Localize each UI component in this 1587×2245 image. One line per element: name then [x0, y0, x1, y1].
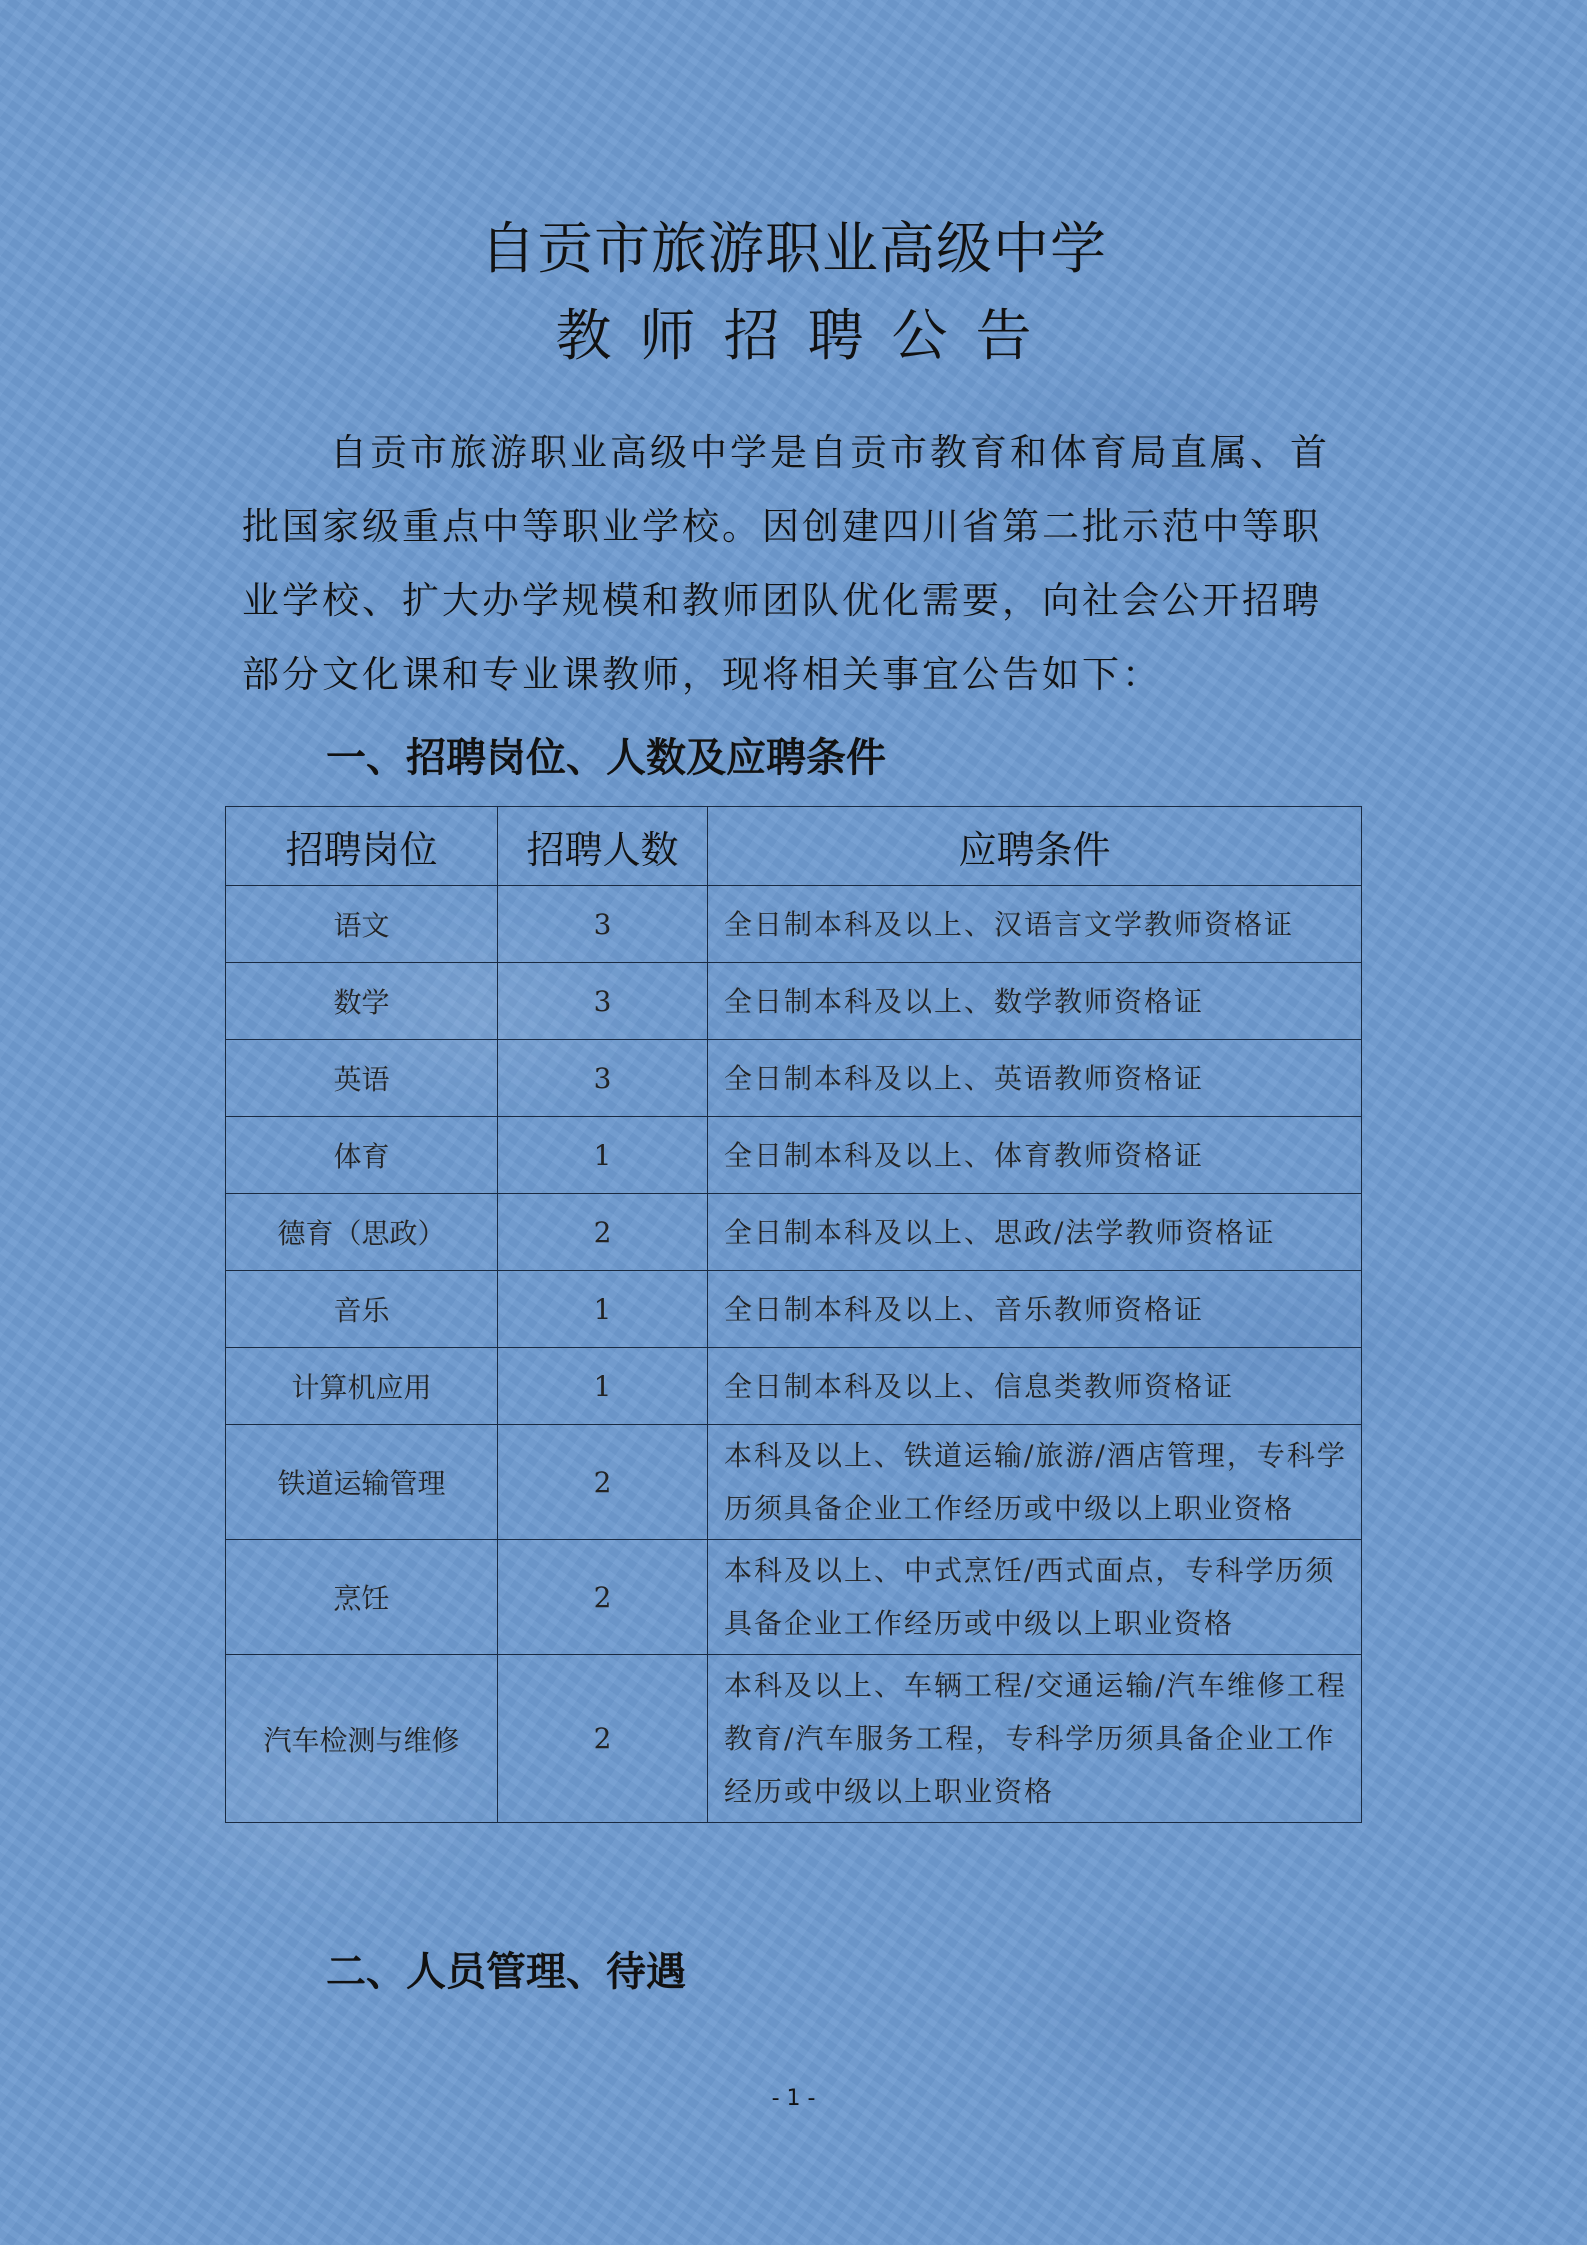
table-row: [226, 886, 1362, 963]
cell-requirement: 全日制本科及以上、汉语言文学教师资格证: [708, 886, 1362, 963]
cell-requirement: 全日制本科及以上、信息类教师资格证: [708, 1348, 1362, 1425]
table-row: [226, 1540, 1362, 1655]
table-row: [226, 1348, 1362, 1425]
cell-requirement: 全日制本科及以上、数学教师资格证: [708, 963, 1362, 1040]
cell-position: 数学: [226, 963, 498, 1040]
table-row: [226, 963, 1362, 1040]
cell-count: 2: [498, 1194, 708, 1271]
table-row: [226, 1425, 1362, 1540]
cell-count: 2: [498, 1425, 708, 1540]
table-row: [226, 1117, 1362, 1194]
cell-requirement: 全日制本科及以上、体育教师资格证: [708, 1117, 1362, 1194]
cell-count: 1: [498, 1117, 708, 1194]
cell-position: 语文: [226, 886, 498, 963]
cell-position: 体育: [226, 1117, 498, 1194]
cell-requirement: 全日制本科及以上、音乐教师资格证: [708, 1271, 1362, 1348]
cell-count: 2: [498, 1540, 708, 1655]
header-requirement: 应聘条件: [708, 807, 1362, 886]
cell-position: 计算机应用: [226, 1348, 498, 1425]
cell-requirement: 全日制本科及以上、思政/法学教师资格证: [708, 1194, 1362, 1271]
cell-count: 2: [498, 1655, 708, 1823]
page-number: - 1 -: [771, 2086, 816, 2111]
table-row: [226, 1040, 1362, 1117]
cell-position: 烹饪: [226, 1540, 498, 1655]
table-row: [226, 1655, 1362, 1823]
document-title-school: 自贡市旅游职业高级中学: [480, 217, 1107, 282]
cell-position: 汽车检测与维修: [226, 1655, 498, 1823]
cell-position: 英语: [226, 1040, 498, 1117]
document-title-announcement: 教师招聘公告: [555, 304, 1060, 369]
recruitment-table: [225, 806, 1362, 1823]
section-heading-management: 二、人员管理、待遇: [326, 1949, 686, 1995]
cell-position: 德育（思政）: [226, 1194, 498, 1271]
cell-position: 音乐: [226, 1271, 498, 1348]
cell-requirement: 全日制本科及以上、英语教师资格证: [708, 1040, 1362, 1117]
table-row: [226, 1271, 1362, 1348]
cell-count: 1: [498, 1271, 708, 1348]
section-heading-positions: 一、招聘岗位、人数及应聘条件: [326, 735, 886, 781]
cell-count: 3: [498, 963, 708, 1040]
cell-count: 3: [498, 1040, 708, 1117]
cell-requirement: 本科及以上、车辆工程/交通运输/汽车维修工程教育/汽车服务工程，专科学历须具备企业工作经历或中级以上职业资格: [708, 1655, 1362, 1823]
cell-count: 1: [498, 1348, 708, 1425]
intro-paragraph: 自贡市旅游职业高级中学是自贡市教育和体育局直属、首批国家级重点中等职业学校。因创建四川省第二批示范中等职业学校、扩大办学规模和教师团队优化需要，向社会公开招聘部分文化课和专业课教师，现将相关事宜公告如下：: [242, 431, 1330, 696]
cell-requirement: 本科及以上、铁道运输/旅游/酒店管理，专科学历须具备企业工作经历或中级以上职业资格: [708, 1425, 1362, 1540]
table-row: [226, 1194, 1362, 1271]
cell-position: 铁道运输管理: [226, 1425, 498, 1540]
header-position: 招聘岗位: [226, 807, 498, 886]
cell-count: 3: [498, 886, 708, 963]
table-header-row: [226, 807, 1362, 886]
cell-requirement: 本科及以上、中式烹饪/西式面点，专科学历须具备企业工作经历或中级以上职业资格: [708, 1540, 1362, 1655]
header-count: 招聘人数: [498, 807, 708, 886]
